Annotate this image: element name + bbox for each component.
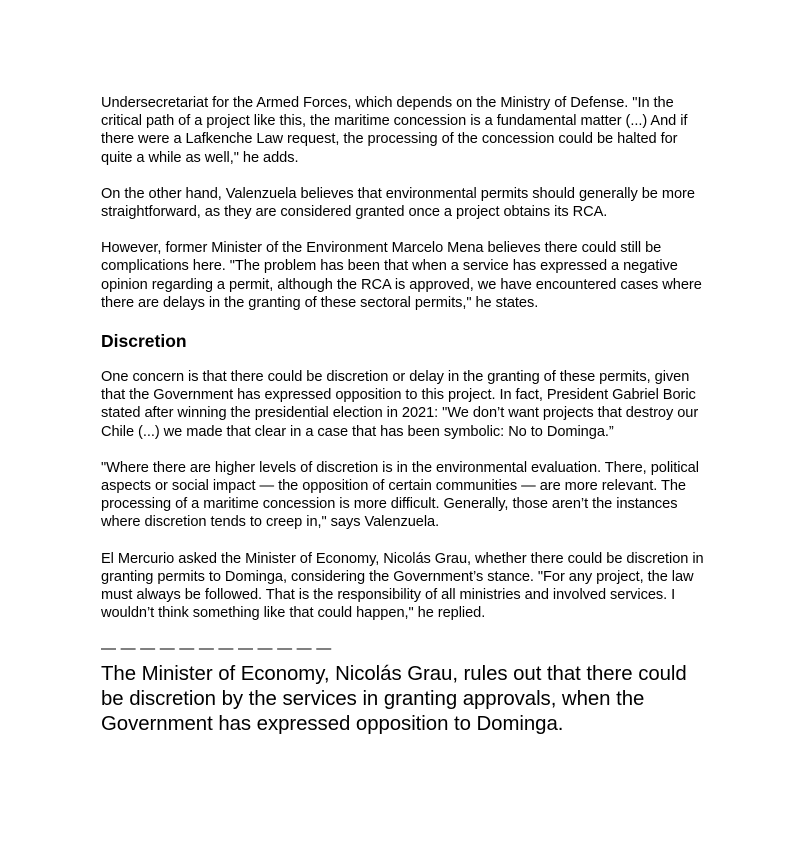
lead-caption: The Minister of Economy, Nicolás Grau, rules out that there could be discretion by the services in granting approvals, when the Government has expressed opposition to Dominga. (101, 663, 687, 736)
article-body (101, 94, 705, 737)
paragraph: On the other hand, Valenzuela believes that environmental permits should generally be more straightforward, as they are considered granted once a project obtains its RCA. (101, 185, 695, 221)
paragraph: "Where there are higher levels of discretion is in the environmental evaluation. There, political aspects or social impact — the opposition of certain communities — are more relevant. The processing of a maritime concession is more difficult. Generally, those aren’t the instances where discretion tends to creep in," says Valenzuela. (101, 459, 699, 531)
paragraph: One concern is that there could be discretion or delay in the granting of these permits, given that the Government has expressed opposition to this project. In fact, President Gabriel Boric stated after winning the presidential election in 2021: "We don’t want projects that destroy our Chile (...) we made that clear in a case that has been symbolic: No to Dominga.” (101, 369, 699, 440)
section-heading: Discretion (101, 331, 187, 352)
paragraph: Undersecretariat for the Armed Forces, which depends on the Ministry of Defense. "In the critical path of a project like this, the maritime concession is a fundamental matter (...) And if there were a Lafkenche Law request, the processing of the concession could be halted for quite a while as well," he adds. (101, 95, 688, 166)
dash-divider: — — — — — — — — — — — — (101, 640, 332, 658)
paragraph: However, former Minister of the Environment Marcelo Mena believes there could still be complications here. "The problem has been that when a service has expressed a negative opinion regarding a permit, although the RCA is approved, we have encountered cases where there are delays in the granting of these sectoral permits," he states. (101, 240, 702, 311)
paragraph: El Mercurio asked the Minister of Economy, Nicolás Grau, whether there could be discretion in granting permits to Dominga, considering the Government’s stance. "For any project, the law must always be followed. That is the responsibility of all ministries and involved services. I wouldn’t think something like that could happen," he replied. (101, 550, 704, 622)
